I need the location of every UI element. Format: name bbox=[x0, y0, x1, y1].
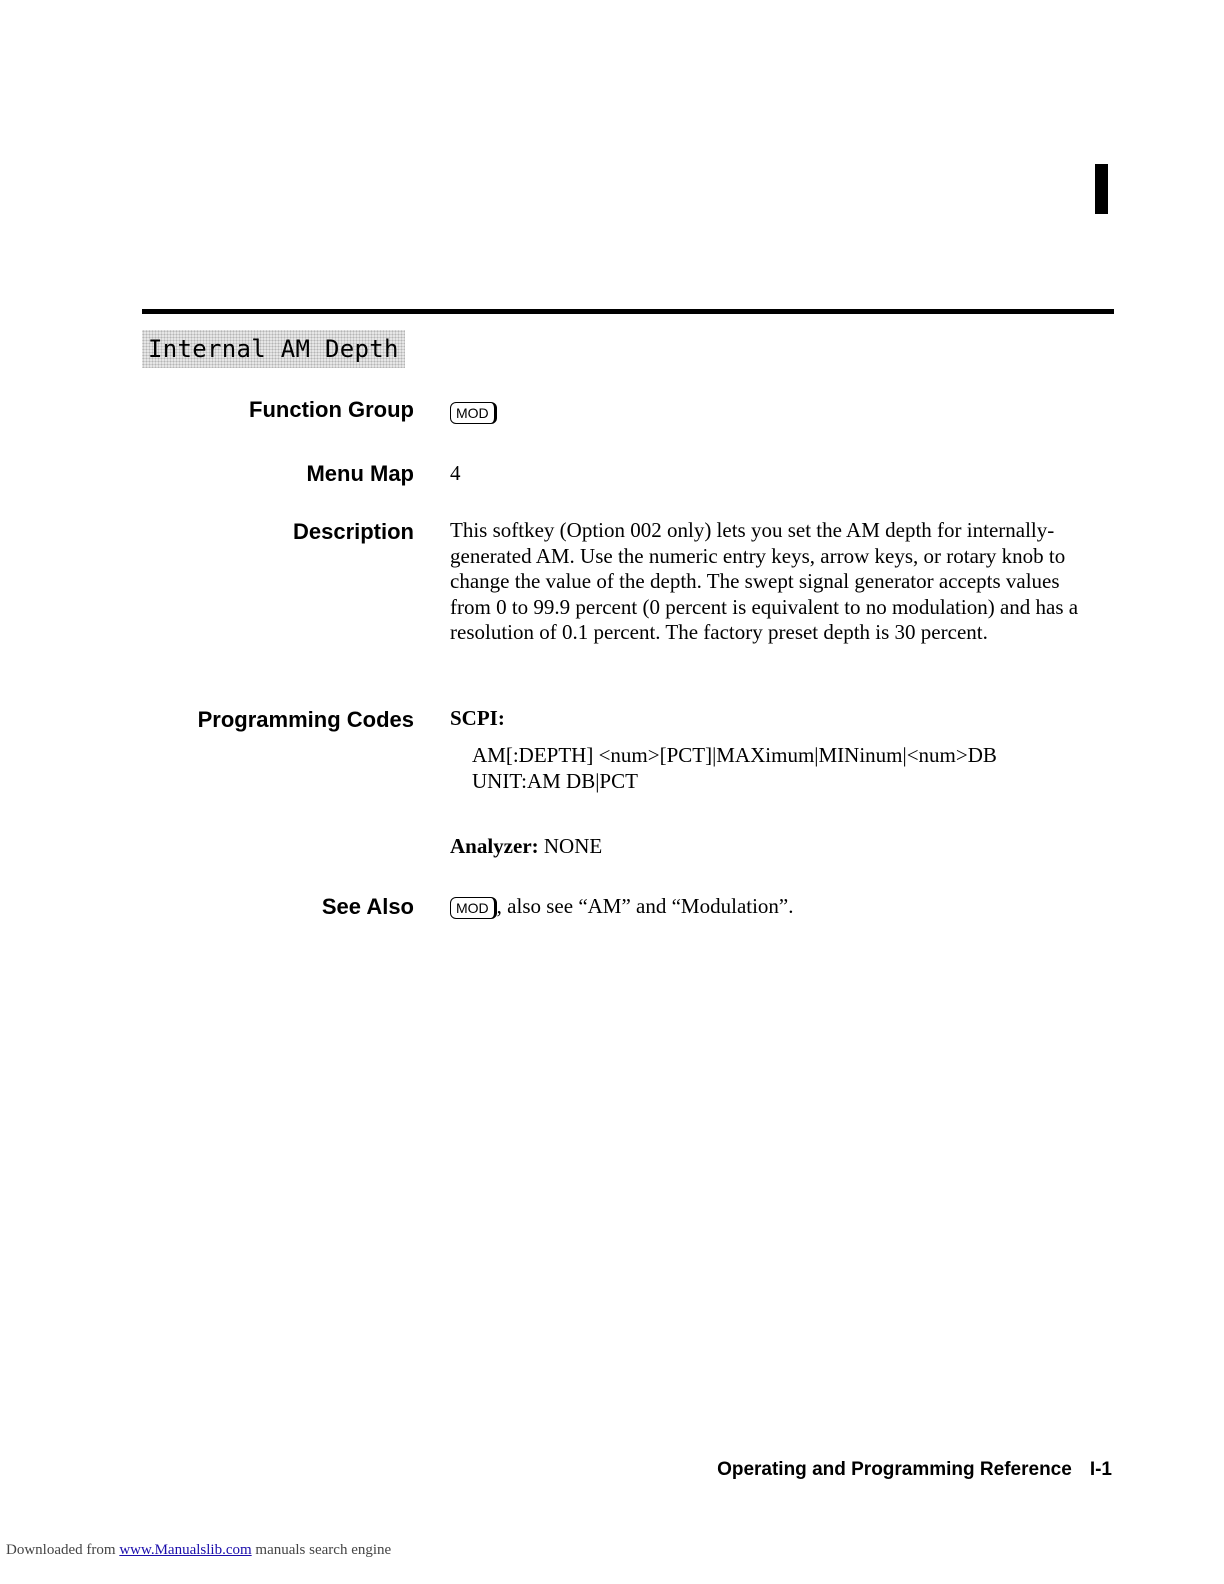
function-group-label: Function Group bbox=[249, 397, 414, 422]
footer-title: Operating and Programming Reference bbox=[717, 1459, 1072, 1480]
section-thumb-tab bbox=[1095, 164, 1108, 214]
programming-codes-label: Programming Codes bbox=[197, 707, 414, 732]
mod-key: MOD bbox=[450, 402, 497, 424]
download-suffix: manuals search engine bbox=[255, 1542, 392, 1558]
download-note bbox=[6, 1542, 391, 1559]
softkey-title: Internal AM Depth bbox=[142, 330, 405, 368]
see-also-value bbox=[450, 894, 794, 920]
analyzer-heading: Analyzer: bbox=[450, 834, 539, 858]
header-rule bbox=[142, 309, 1114, 314]
scpi-command-line: AM[:DEPTH] <num>[PCT]|MAXimum|MINinum|<num>DB bbox=[472, 743, 997, 767]
see-also-text: , also see “AM” and “Modulation”. bbox=[496, 894, 794, 918]
menu-map-label: Menu Map bbox=[306, 461, 414, 486]
page-footer bbox=[717, 1459, 1112, 1481]
description-text: This softkey (Option 002 only) lets you set the AM depth for internally-generated AM. Use the numeric entry keys, arrow keys, or rotary knob to change the value of the depth. The swept signal generator accepts values from 0 to 99.9 percent (0 percent is equivalent to no modulation) and has a resolution of 0.1 percent. The factory preset depth is 30 percent. bbox=[450, 518, 1079, 645]
menu-map-value: 4 bbox=[450, 461, 461, 485]
download-prefix: Downloaded from bbox=[6, 1542, 116, 1558]
see-also-label: See Also bbox=[321, 894, 414, 919]
analyzer-value: NONE bbox=[543, 834, 603, 858]
scpi-command-line: UNIT:AM DB|PCT bbox=[472, 769, 638, 793]
page-number: I-1 bbox=[1089, 1459, 1112, 1480]
manualslib-link[interactable]: www.Manualslib.com bbox=[119, 1542, 252, 1558]
analyzer-row bbox=[450, 834, 602, 860]
description-label: Description bbox=[292, 519, 414, 544]
mod-key: MOD bbox=[450, 897, 497, 919]
scpi-heading: SCPI: bbox=[450, 706, 505, 730]
function-group-value bbox=[450, 399, 497, 425]
